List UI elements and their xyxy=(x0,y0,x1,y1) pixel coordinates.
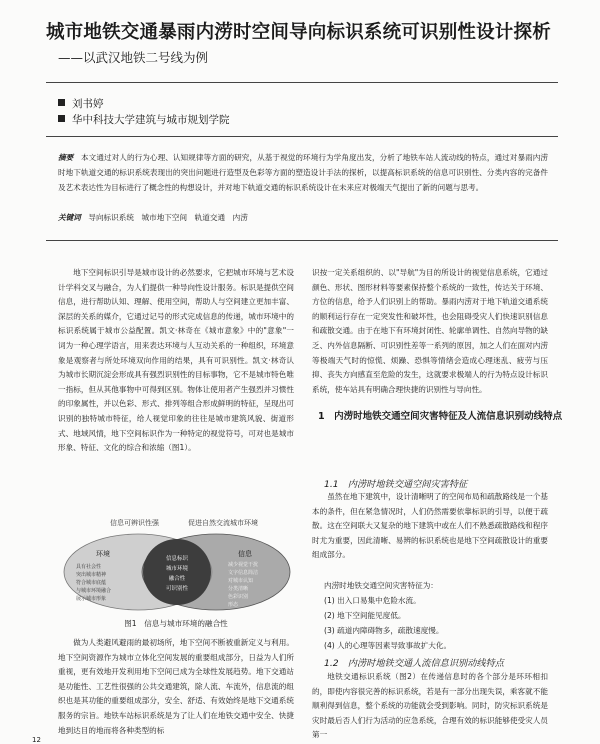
venn-left-item: 突出城市精神 xyxy=(76,572,107,578)
page-number: 12 xyxy=(32,736,41,744)
body-paragraph: 虽然在地下建筑中，设计清晰明了的空间布局和疏散路线是一个基本的条件，但在紧急情况时，人们仍然需要依靠标识的引导，以便于疏散。这在空间联大又复杂的地下建筑中或在人们不熟悉疏散路线和程序时尤为重要，因此清晰、易辨的标识系统也是地下空间疏散设计的重要组成部分。 xyxy=(312,492,548,560)
keywords-label: 关键词 xyxy=(58,213,81,222)
left-column-top xyxy=(58,266,294,456)
venn-left-item: 符合城市底蕴 xyxy=(76,580,107,586)
right-column-top xyxy=(312,266,548,397)
list-item: (2) 地下空间能见度低。 xyxy=(324,611,406,620)
list-item: (1) 出入口易集中危险水流。 xyxy=(324,596,421,605)
list-intro: 内涝时地铁交通空间灾害特征为： xyxy=(324,581,438,590)
abstract-divider xyxy=(46,240,558,241)
ring-label-left: 环境 xyxy=(96,550,110,558)
author-affiliation: 华中科技大学建筑与城市规划学院 xyxy=(72,114,230,126)
affiliation-divider xyxy=(46,136,558,137)
abstract xyxy=(58,150,548,196)
venn-left-item: 展示城市形象 xyxy=(76,596,107,602)
venn-right-item: 文字信息简洁 xyxy=(228,570,259,576)
venn-center-item: 城市环境 xyxy=(165,566,189,572)
venn-right-item: 分类清晰 xyxy=(228,586,249,592)
venn-right-item: 形态 xyxy=(228,602,239,608)
subsection-heading-1-2: 1.2 内涝时地铁交通人流信息识别动线特点 xyxy=(324,658,504,669)
venn-left-item: 具有社会性 xyxy=(76,564,102,570)
paper-title: 城市地铁交通暴雨内涝时空间导向标识系统可识别性设计探析 xyxy=(46,22,551,43)
venn-center-item: 信息标识 xyxy=(165,556,189,562)
figure-venn-diagram xyxy=(58,516,294,613)
venn-center-item: 融合性 xyxy=(168,576,186,582)
figure-label-right: 促进自然交流城市环境 xyxy=(188,519,258,527)
header-divider xyxy=(46,82,558,83)
venn-right-item: 色彩识别 xyxy=(228,594,249,600)
figure-label-left: 信息可辨识性强 xyxy=(110,519,159,527)
bullet-square-icon xyxy=(58,99,65,106)
paper-subtitle: ——以武汉地铁二号线为例 xyxy=(58,50,209,65)
venn-left-item: 与城市环境融合 xyxy=(76,588,112,594)
author-line xyxy=(58,96,104,111)
bullet-square-icon xyxy=(58,115,65,122)
author-name: 刘书婷 xyxy=(72,98,104,110)
body-paragraph: 地下空间标识引导是城市设计的必然要求，它把城市环境与艺术设计学科交叉与融合，为人们提供一种导向性设计服务。标识是提供空间信息，进行帮助认知、理解、使用空间，帮助人与空间建立更加丰富、深层的关系的媒介，它通过记号的形式完成信息的传递，城市环境中的标识系统属于城市公益配置。凯文·林奇在《城市意象》中的"意象"一词为一种心理学语言，用来表达环境与人互动关系的一种组织，环境意象是观察者与所处环境双向作用的结果，具有可识别性。凯文·林奇认为城市长期沉淀会形成具有强烈识别性的目标事物，它不是城市特色唯一指标，但从其他事物中可得到区别。物体让使用者产生强烈并习惯性的印象属性，并以色彩、形式、排列等组合形成鲜明的特征，呈现出可识别的独特城市特征，给人视觉印象的往往是城市建筑风貌、街道形式、地域风情，地下空间标识作为一种特定的视觉符号，可对也是城市形象、特征、文化的综合和浓缩（图1）。 xyxy=(58,268,294,453)
right-column-middle xyxy=(312,490,548,563)
venn-right-item: 对城市认知 xyxy=(228,578,254,584)
list-item: (3) 疏道内障碍物多，疏散速度慢。 xyxy=(324,626,444,635)
left-column-bottom xyxy=(58,636,294,738)
affiliation-line xyxy=(58,112,230,127)
abstract-label: 摘要 xyxy=(58,153,74,162)
keywords-text: 导向标识系统 城市地下空间 轨道交通 内涝 xyxy=(88,213,248,222)
keywords xyxy=(58,212,548,223)
abstract-text: 本文通过对人的行为心理、认知规律等方面的研究，从基于视觉的环境行为学角度出发，分析了地铁车站人流动线的特点，通过对暴雨内涝时地下轨道交通的标识系统表现出的突出问题进行造型及色彩等方面的塑造设计手法的探析，以提高标识系统的信息可识别性、分类内容的完备件及艺术表达性为目标进行了概念性的构想设计，并对地下轨道交通的标识系统设计在未来应对极端天气提出了新的问题与思考。 xyxy=(58,153,549,193)
body-paragraph: 做为人类避风避雨的最初场所，地下空间不断被重新定义与利用。地下空间资源作为城市立体化空间发展的重要组成部分，日益为人们所重视，更有效地开发利用地下空间已成为全球性发展趋势。地下交通站是功能性、工艺性很强的公共交通建筑，除人流、车流外，信息流的组织也是其功能的重要组成部分，安全、舒适、有效始终是地下交通系统服务的宗旨。地铁车站标识系统是为了让人们在地铁交通中安全、快捷地到达目的地而将各种类型的标 xyxy=(58,638,294,735)
figure-caption: 图1 信息与城市环境的融合性 xyxy=(124,619,228,628)
venn-right-item: 减少视觉干扰 xyxy=(228,562,259,568)
right-column-bottom xyxy=(312,670,548,743)
venn-intersection xyxy=(143,539,211,605)
subsection-heading-1-1: 1.1 内涝时地铁交通空间灾害特征 xyxy=(324,479,468,490)
body-paragraph: 地铁交通标识系统（图2）在传递信息时的各个部分是环环相扣的，即使内容很完善的标识系统，若是有一部分出现失误，乘客就不能顺利得到信息，整个系统的功能就会受到影响。同时，防灾标识系统是灾时最后否人们行为活动的应急系统，合理有效的标识能够使受灾人员第一 xyxy=(312,672,548,740)
list-item: (4) 人的心理等因素导致事故扩大化。 xyxy=(324,641,452,650)
venn-center-item: 可识别性 xyxy=(165,586,189,592)
section-heading-1: 1 内涝时地铁交通空间灾害特征及人流信息识别动线特点 xyxy=(318,411,563,422)
body-paragraph: 识按一定关系组织的、以"导航"为目的所设计的视觉信息系统，它通过颜色、形状、图形材料等要素保持整个系统的一致性，传达关于环境、方位的信息，给予人们识别上的帮助。暴雨内涝对于地下轨道交通系统的顺利运行存在一定突发性和破坏性，也会阻碍受灾人们快速识别信息和疏散交通。由于在地下有环境封闭性、轮廓单调性、自然向导物的缺乏、内外信息隔断、可识别性差等一系列的原因，加之人们在面对内涝等极端天气时的惊慌、烦躁、恐惧等情绪会造成心理迷乱、疲劳与压抑、丧失方向感直至危险的发生，这就要求极端人的行为特点设计标识系统，使车站具有明确合理快捷的识别性与导向性。 xyxy=(312,268,548,394)
ring-label-right: 信息 xyxy=(238,550,252,558)
